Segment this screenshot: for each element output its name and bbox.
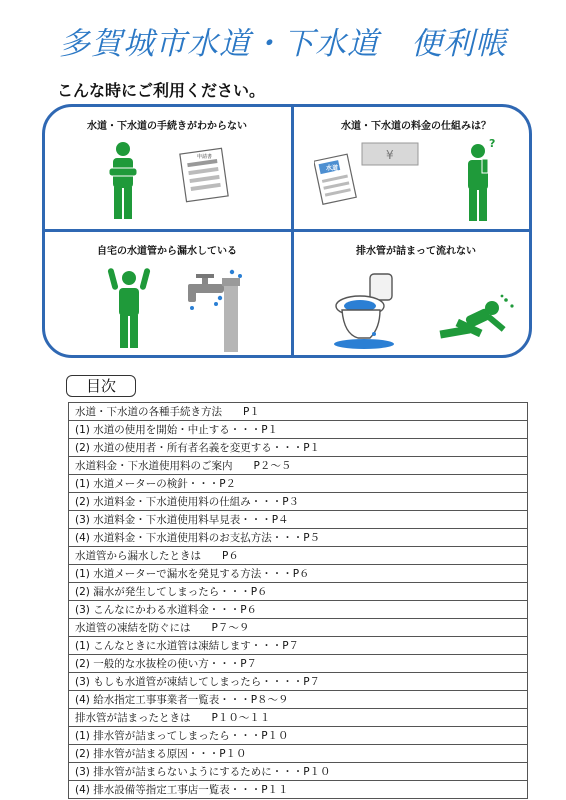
toc-item-row[interactable]	[69, 691, 528, 709]
toc-item-text: (4) 水道料金・下水道使用料のお支払方法・・・P５	[69, 529, 528, 547]
toc-item-row[interactable]	[69, 601, 528, 619]
toc-item-row[interactable]	[69, 565, 528, 583]
toc-item-row[interactable]	[69, 583, 528, 601]
water-bill-label: 水道	[326, 165, 339, 172]
toc-section-title: 水道・下水道の各種手続き方法 P１	[69, 403, 528, 421]
toc-item-row[interactable]	[69, 439, 528, 457]
toc-item-row[interactable]	[69, 529, 528, 547]
leaking-faucet-icon	[180, 266, 250, 352]
toc-item-text: (2) 水道の使用者・所有者名義を変更する・・・P１	[69, 439, 528, 457]
toc-item-text: (4) 排水設備等指定工事店一覧表・・・P１１	[69, 781, 528, 799]
toc-item-row[interactable]	[69, 763, 528, 781]
toc-item-text: (1) 排水管が詰まってしまったら・・・P１０	[69, 727, 528, 745]
toc-item-text: (1) 水道メーターの検針・・・P２	[69, 475, 528, 493]
toc-section-title: 水道料金・下水道使用料のご案内 P２～５	[69, 457, 528, 475]
panel-drain-clog-caption: 排水管が詰まって流れない	[356, 246, 476, 257]
toc-section-row[interactable]	[69, 709, 528, 727]
toc-section-row[interactable]	[69, 547, 528, 565]
thinking-person-icon	[462, 137, 502, 223]
toc-item-row[interactable]	[69, 637, 528, 655]
toc-item-text: (2) 排水管が詰まる原因・・・P１０	[69, 745, 528, 763]
page-subtitle: こんな時にご利用ください。	[57, 81, 266, 100]
toc-item-text: (1) こんなときに水道管は凍結します・・・P７	[69, 637, 528, 655]
question-mark: ?	[489, 137, 496, 150]
toc-section-title: 水道管から漏水したときは P６	[69, 547, 528, 565]
table-of-contents	[68, 402, 528, 799]
page-title: 多賀城市水道・下水道 便利帳	[59, 26, 507, 62]
toc-section-row[interactable]	[69, 403, 528, 421]
confused-person-icon	[105, 141, 141, 221]
toc-item-text: (2) 一般的な水抜栓の使い方・・・P７	[69, 655, 528, 673]
water-bill-icon	[314, 153, 358, 205]
panel-procedures[interactable]	[45, 107, 289, 229]
fallen-person-icon	[436, 294, 516, 350]
panel-leak-caption: 自宅の水道管から漏水している	[97, 246, 237, 257]
toc-item-row[interactable]	[69, 511, 528, 529]
panel-drain-clog[interactable]	[294, 232, 532, 354]
toc-item-text: (1) 水道メーターで漏水を発見する方法・・・P６	[69, 565, 528, 583]
panel-procedures-caption: 水道・下水道の手続きがわからない	[87, 121, 247, 132]
toc-section-row[interactable]	[69, 457, 528, 475]
toc-item-row[interactable]	[69, 421, 528, 439]
panel-leak[interactable]	[45, 232, 289, 354]
panel-fees[interactable]	[294, 107, 532, 229]
toc-item-text: (3) 水道料金・下水道使用料早見表・・・P４	[69, 511, 528, 529]
banknote-yen: ¥	[386, 148, 394, 162]
toc-item-text: (2) 漏水が発生してしまったら・・・P６	[69, 583, 528, 601]
toc-item-row[interactable]	[69, 781, 528, 799]
panicking-person-icon	[107, 266, 151, 350]
toc-item-row[interactable]	[69, 727, 528, 745]
toc-item-row[interactable]	[69, 475, 528, 493]
banknote-icon	[360, 141, 420, 167]
toc-item-text: (1) 水道の使用を開始・中止する・・・P１	[69, 421, 528, 439]
application-form-label: 申請書	[197, 154, 213, 160]
situations-panel	[42, 104, 532, 358]
toc-item-text: (3) もしも水道管が凍結してしまったら・・・・P７	[69, 673, 528, 691]
toc-item-text: (4) 給水指定工事事業者一覧表・・・P８～９	[69, 691, 528, 709]
toc-item-text: (2) 水道料金・下水道使用料の仕組み・・・P３	[69, 493, 528, 511]
application-form-icon	[175, 147, 233, 203]
overflowing-toilet-icon	[330, 268, 400, 350]
toc-section-title: 水道管の凍結を防ぐには P７～９	[69, 619, 528, 637]
toc-section-row[interactable]	[69, 619, 528, 637]
toc-item-text: (3) 排水管が詰まらないようにするために・・・P１０	[69, 763, 528, 781]
toc-item-row[interactable]	[69, 745, 528, 763]
toc-heading: 目次	[66, 375, 136, 397]
panel-fees-caption: 水道・下水道の料金の仕組みは？	[341, 121, 491, 132]
toc-section-title: 排水管が詰まったときは P１０～１１	[69, 709, 528, 727]
toc-item-row[interactable]	[69, 673, 528, 691]
toc-item-text: (3) こんなにかわる水道料金・・・P６	[69, 601, 528, 619]
toc-item-row[interactable]	[69, 655, 528, 673]
toc-item-row[interactable]	[69, 493, 528, 511]
